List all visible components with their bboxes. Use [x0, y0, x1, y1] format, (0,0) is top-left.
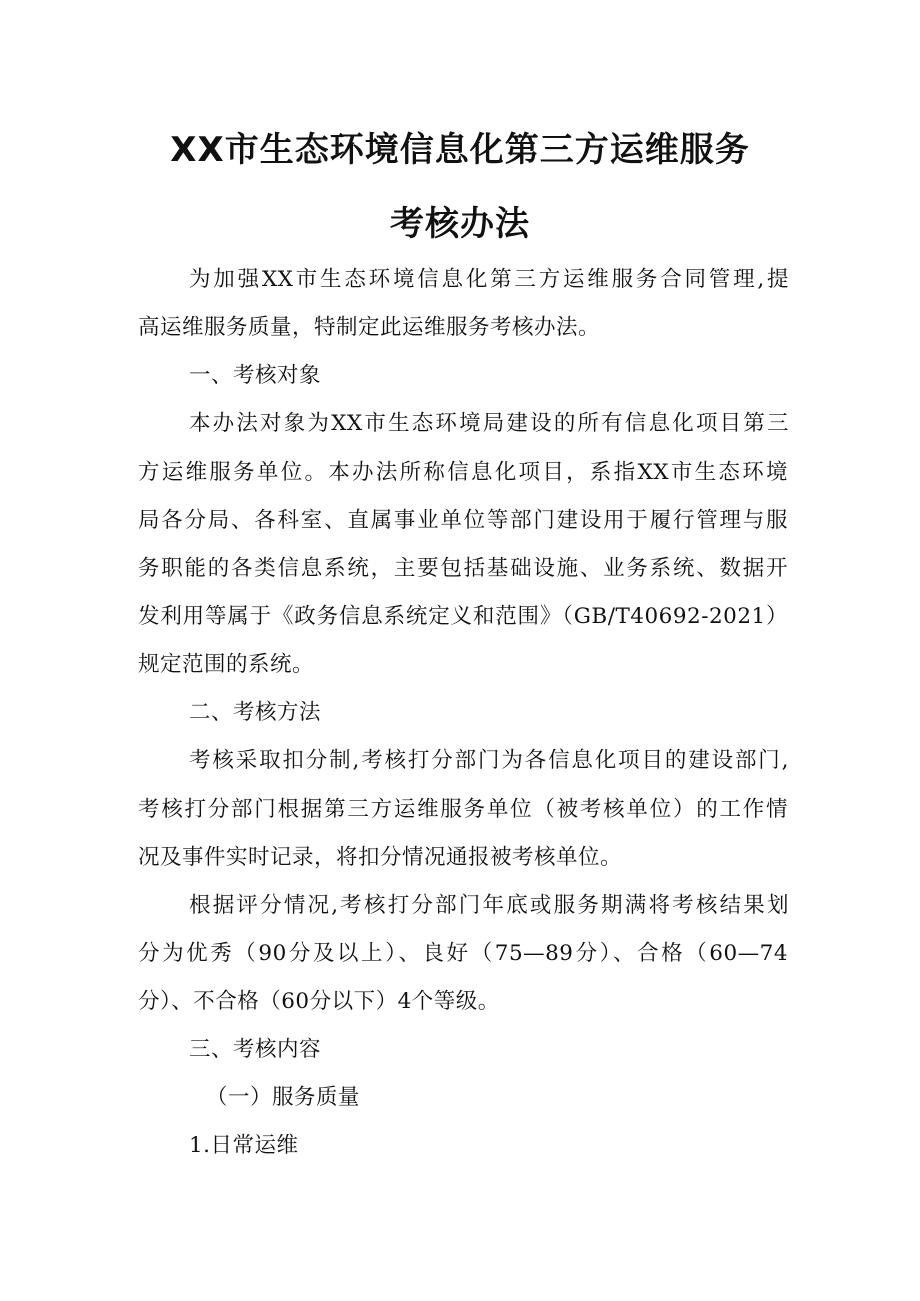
intro-line-2: 高运维服务质量，特制定此运维服务考核办法。: [138, 315, 601, 340]
section2-para1-line-1: 考核采取扣分制,考核打分部门为各信息化项目的建设部门,: [189, 748, 789, 773]
section1-line-4: 务职能的各类信息系统，主要包括基础设施、业务系统、数据开: [138, 556, 788, 581]
section2-para2-line-2: 分为优秀（90分及以上）、良好（75—89分）、合格（60—74: [138, 941, 788, 966]
document-title-line2: 考核办法: [390, 204, 530, 244]
section1-line-5: 发利用等属于《政务信息系统定义和范围》（GB/T40692-2021）: [138, 604, 788, 629]
section3-item-1: 1.日常运维: [189, 1133, 299, 1158]
section1-line-1: 本办法对象为XX市生态环境局建设的所有信息化项目第三: [189, 411, 789, 436]
section3-heading: 三、考核内容: [189, 1037, 322, 1062]
section2-para2-line-1: 根据评分情况,考核打分部门年底或服务期满将考核结果划: [189, 893, 789, 918]
section2-para2-line-3: 分）、不合格（60分以下）4个等级。: [138, 989, 500, 1014]
intro-line-1: 为加强XX市生态环境信息化第三方运维服务合同管理,提: [189, 267, 789, 292]
section2-heading: 二、考核方法: [189, 700, 322, 725]
section2-para1-line-2: 考核打分部门根据第三方运维服务单位（被考核单位）的工作情: [138, 797, 788, 822]
document-title-line1: XX市生态环境信息化第三方运维服务: [170, 130, 750, 170]
section2-para1-line-3: 况及事件实时记录，将扣分情况通报被考核单位。: [138, 845, 623, 870]
section1-line-2: 方运维服务单位。本办法所称信息化项目，系指XX市生态环境: [138, 460, 788, 485]
section1-line-3: 局各分局、各科室、直属事业单位等部门建设用于履行管理与服: [138, 508, 788, 533]
section3-subheading-1: （一）服务质量: [206, 1085, 361, 1110]
section1-heading: 一、考核对象: [189, 363, 322, 388]
section1-line-6: 规定范围的系统。: [138, 652, 315, 677]
